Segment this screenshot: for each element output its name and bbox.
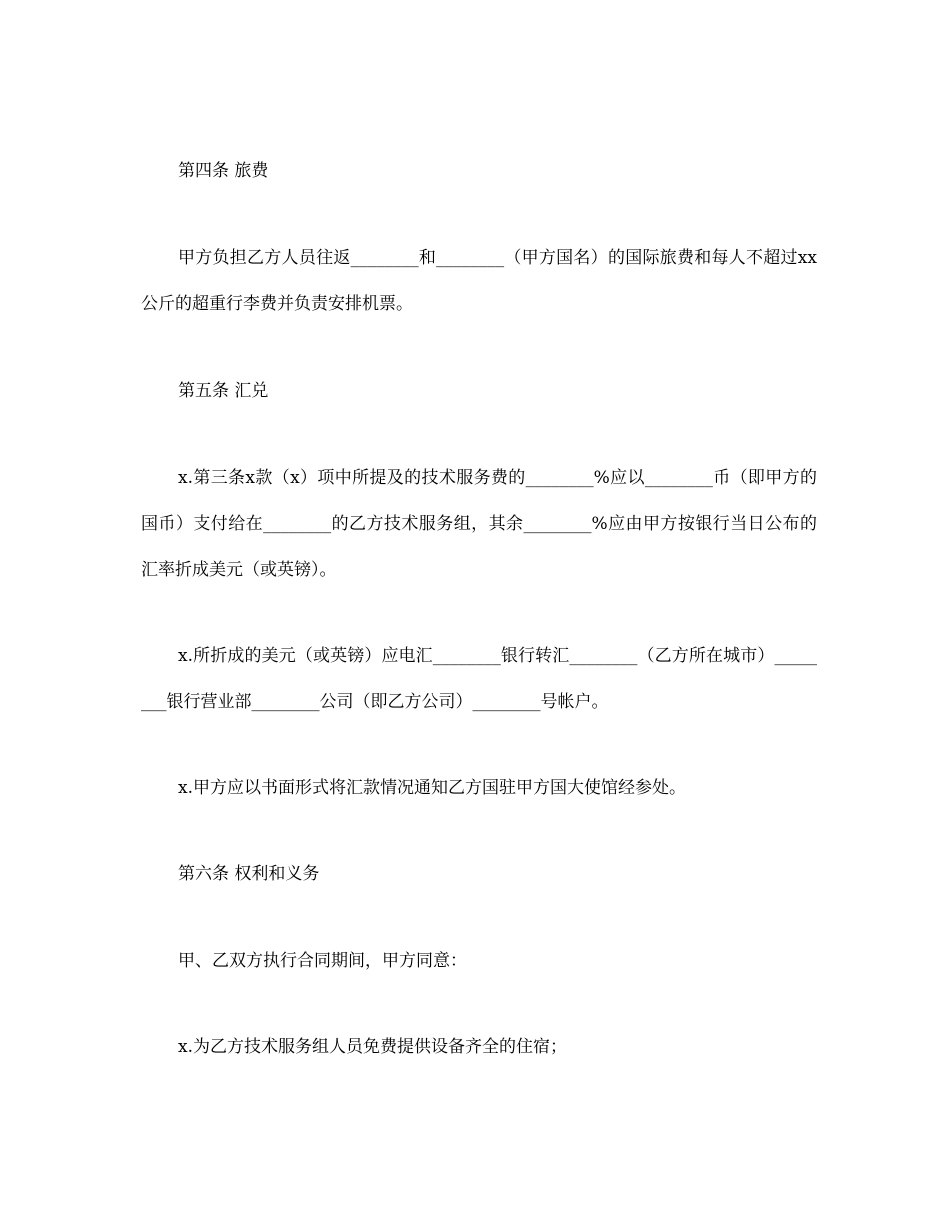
article-4-heading: 第四条 旅费 [178,161,269,181]
article-5-clause-3: x.甲方应以书面形式将汇款情况通知乙方国驻甲方国大使馆经参处。 [178,778,686,798]
article-6-heading: 第六条 权利和义务 [178,864,320,884]
article-5-clause-2: x.所折成的美元（或英镑）应电汇________银行转汇________（乙方所在城市）________银行营业部________公司（即乙方公司）________号帐户。 [141,646,817,712]
article-6-intro: 甲、乙双方执行合同期间，甲方同意： [178,951,467,971]
article-5-clause-1: x.第三条x款（x）项中所提及的技术服务费的________%应以________币（即甲方的国币）支付给在________的乙方技术服务组，其余________%应由甲方按银行当日公布的汇率折成美元（或英镑）。 [141,468,817,580]
article-6-clause-1: x.为乙方技术服务组人员免费提供设备齐全的住宿； [178,1037,567,1057]
article-5-heading: 第五条 汇兑 [178,381,269,401]
article-4-body: 甲方负担乙方人员往返________和________（甲方国名）的国际旅费和每人不超过xx公斤的超重行李费并负责安排机票。 [141,248,817,314]
document-body [141,148,817,1070]
